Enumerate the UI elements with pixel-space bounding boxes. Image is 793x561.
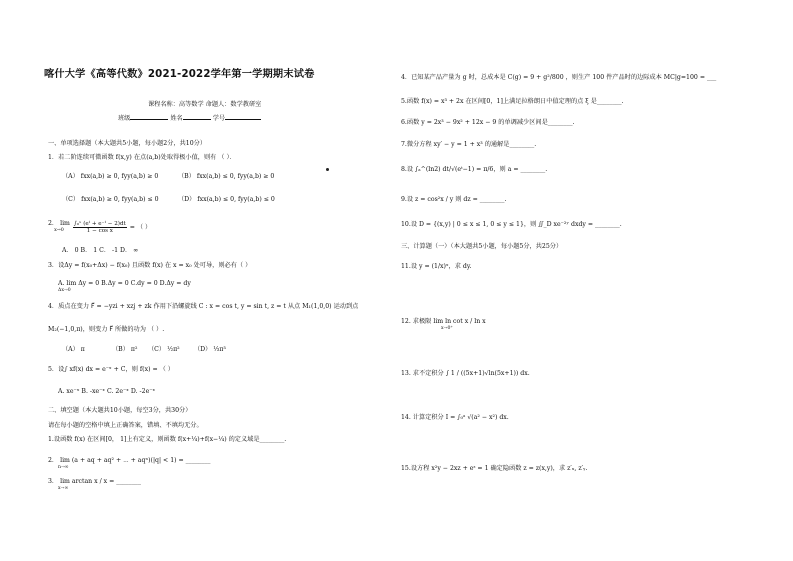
s2-q6: 6.函数 y = 2x³ − 9x² + 12x − 9 的单调减少区间是________. (401, 119, 575, 126)
s1-q4-option-a: （A） π (62, 346, 85, 353)
s2-q8: 8.设 ∫ₐ^(ln2) dt/√(eᵗ−1) = π/6，则 a = ________. (401, 166, 548, 173)
s2-q5: 5.函数 f(x) = x³ + 2x 在区间[0，1]上满足拉格朗日中值定理的点 ξ 是________. (401, 98, 624, 105)
s1-q1-option-c: （C） fxx(a,b) ≥ 0, fyy(a,b) ≤ 0 (62, 196, 159, 203)
exam-title: 喀什大学《高等代数》2021-2022学年第一学期期末试卷 (44, 69, 315, 80)
s1-q4-option-c: （C） ½π² (148, 346, 180, 353)
class-label: 班级 (118, 115, 131, 122)
s1-q4-option-d: （D） ⅓π³ (194, 346, 226, 353)
s1-q1-stem: 1．若二阶连续可微函数 f(x,y) 在点(a,b)处取得极小值，则有 （ ）． (48, 154, 236, 161)
s1-q1-option-a: （A） fxx(a,b) ≥ 0, fyy(a,b) ≥ 0 (62, 173, 159, 180)
s1-q2-tail: = （ ） (129, 224, 152, 231)
s3-q11: 11.设 y = (1/x)ˣ，求 dy. (401, 263, 472, 270)
section2-note: 请在每小题的空格中填上正确答案，错填、不填均无分。 (48, 422, 203, 429)
name-blank (183, 113, 211, 120)
s1-q2-lim: 2． lim (48, 220, 70, 227)
s2-q4: 4．已知某产品产量为 g 时，总成本是 C(g) = 9 + g²/800 ，则生产 100 件产品时的边际成本 MC|g=100 = ___ (401, 74, 717, 81)
s1-q4-line2: M₂(−1,0,π)，则变力 F⃗ 所做的功为 （ ）. (48, 326, 165, 333)
class-blank (130, 113, 168, 120)
id-blank (225, 113, 261, 120)
s1-q4-option-b: （B） π² (112, 346, 138, 353)
section2-heading: 二、填空题（本大题共10小题，每空3分，共30分） (48, 407, 192, 414)
s2-q10: 10.设 D = {(x,y) | 0 ≤ x ≤ 1, 0 ≤ y ≤ 1}，则 ∬_D xe⁻²ʸ dxdy = ________. (401, 221, 622, 228)
s1-q2 (48, 221, 151, 234)
s2-q7: 7.微分方程 xy′ − y = 1 + x³ 的通解是________. (401, 141, 537, 148)
s1-q5-options: A. xe⁻ˣ B. -xe⁻ˣ C. 2e⁻ˣ D. -2e⁻ˣ (58, 388, 156, 395)
s3-q15: 15.设方程 x²y − 2xz + eᶻ = 1 确定隐函数 z = z(x,y)，求 z′ₓ, z′ᵧ. (401, 465, 588, 472)
s1-q2-denominator: 1 − cos x (86, 228, 113, 234)
name-label: 姓名 (170, 115, 183, 122)
s1-q3-stem: 3．设Δy = f(x₀+Δx) − f(x₀) 且函数 f(x) 在 x = x₀ 处可导，则必有（ ） (48, 262, 252, 269)
s1-q1-option-b: （B） fxx(a,b) ≤ 0, fyy(a,b) ≥ 0 (178, 173, 275, 180)
s3-q12-sub: x→0⁺ (441, 326, 453, 331)
s1-q5-stem: 5．设∫ xf(x) dx = e⁻ˣ + C，则 f(x) = （ ） (48, 366, 174, 373)
s3-q13: 13. 求不定积分 ∫ 1 / ((5x+1)√ln(5x+1)) dx. (401, 370, 530, 377)
s1-q3-limit-sub: Δx→0 (58, 288, 71, 293)
s2-q2: 2． lim (a + aq + aq² + ⋯ + aqⁿ)(|q| < 1) = ________ (48, 457, 211, 464)
student-info-line (118, 113, 261, 123)
s3-q14: 14. 计算定积分 I = ∫₀ᵃ √(a² − x²) dx. (401, 414, 509, 421)
s2-q9: 9.设 z = cos²x / y 则 dz = ________. (401, 196, 507, 203)
s2-q1: 1.设函数 f(x) 在区间[0， 1]上有定义，则函数 f(x+¼)+f(x−¼) 的定义域是________. (48, 436, 287, 443)
s2-q2-sub: n→∞ (58, 465, 69, 470)
s3-q12: 12. 求极限 lim ln cot x / ln x (401, 318, 486, 325)
s1-q4-line1: 4．质点在变力 F⃗ = −yzi + xzj + zk 作用下沿螺旋线 C : x = cos t, y = sin t, z = t 从点 M₁(1,0,0) 运动到点 (48, 303, 359, 310)
id-label: 学号 (212, 115, 226, 122)
section3-heading: 三、计算题（一）（本大题共5小题，每小题5分，共25分） (401, 243, 563, 250)
s1-q2-options: A． 0 B． 1 C． -1 D． ∞ (62, 247, 139, 254)
stray-dot-mark (326, 168, 329, 171)
s1-q2-numerator: ∫₀ˣ (eᵗ + e⁻ᵗ − 2)dt (73, 221, 126, 227)
s1-q1-option-d: （D） fxx(a,b) ≤ 0, fyy(a,b) ≤ 0 (178, 196, 275, 203)
s2-q3: 3． lim arctan x / x = ________ (48, 478, 141, 485)
section1-heading: 一、单项选择题（本大题共5小题，每小题2分，共10分） (48, 140, 207, 147)
s2-q3-sub: x→∞ (58, 486, 69, 491)
course-line: 课程名称：高等数学 命题人：数学教研室 (148, 101, 262, 108)
s1-q2-sub: x→0 (54, 228, 64, 233)
s1-q3-options: A. lim Δy = 0 B.Δy = 0 C.dy = 0 D.Δy = dy (58, 280, 191, 287)
